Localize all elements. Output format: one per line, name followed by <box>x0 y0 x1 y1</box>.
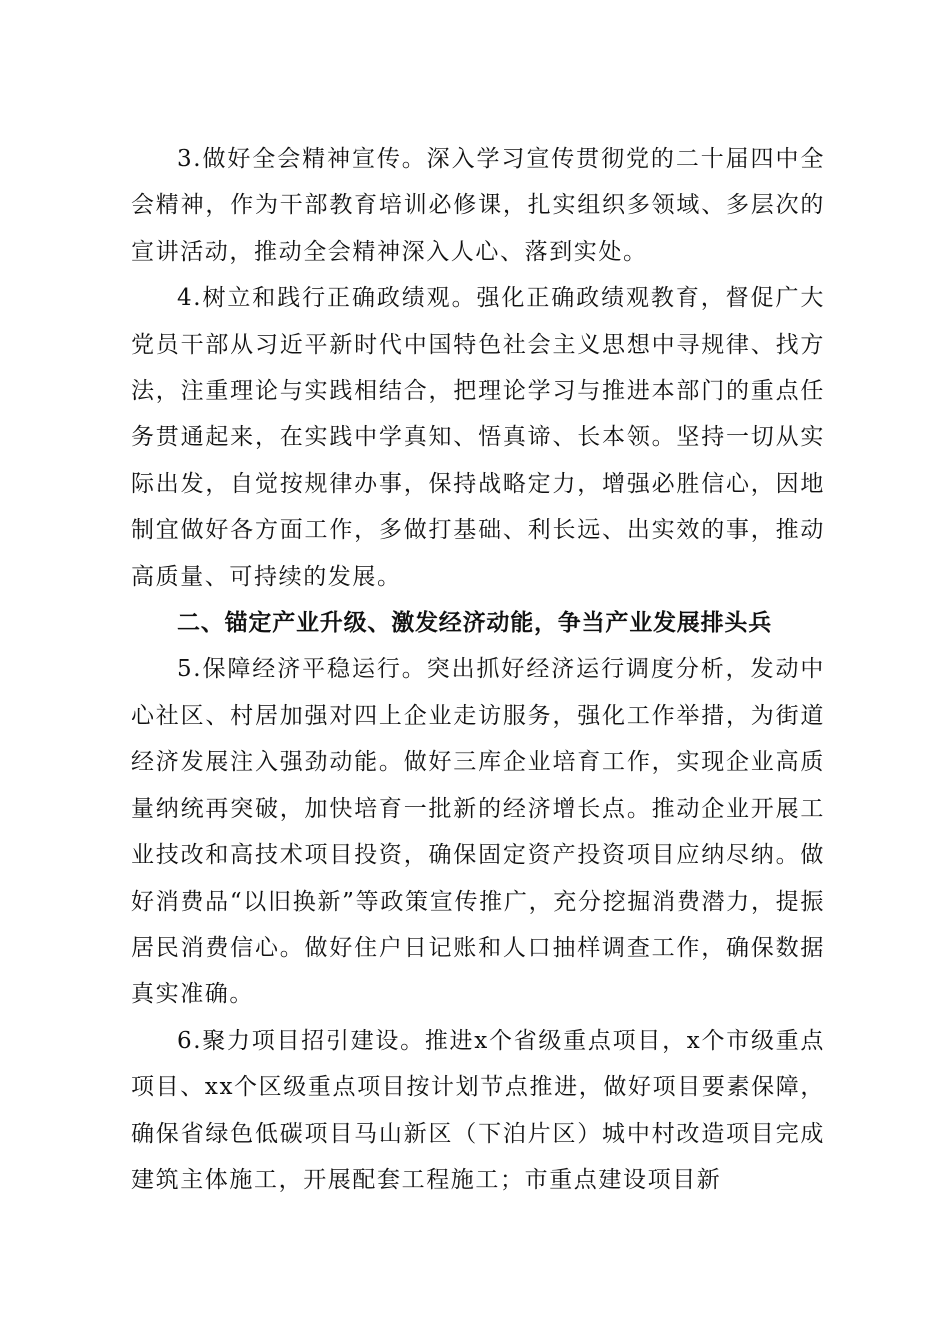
paragraph-4: 4.树立和践行正确政绩观。强化正确政绩观教育，督促广大党员干部从习近平新时代中国特色社会主义思想中寻规律、找方法，注重理论与实践相结合，把理论学习与推进本部门的重点任务贯通起来，在实践中学真知、悟真谛、长本领。坚持一切从实际出发，自觉按规律办事，保持战略定力，增强必胜信心，因地制宜做好各方面工作，多做打基础、利长远、出实效的事，推动高质量、可持续的发展。 <box>131 285 825 590</box>
paragraph-5: 5.保障经济平稳运行。突出抓好经济运行调度分析，发动中心社区、村居加强对四上企业走访服务，强化工作举措，为街道经济发展注入强劲动能。做好三库企业培育工作，实现企业高质量纳统再突破，加快培育一批新的经济增长点。推动企业开展工业技改和高技术项目投资，确保固定资产投资项目应纳尽纳。做好消费品“以旧换新”等政策宣传推广，充分挖掘消费潜力，提振居民消费信心。做好住户日记账和人口抽样调查工作，确保数据真实准确。 <box>131 656 825 1008</box>
document-body <box>131 136 825 1203</box>
section-heading: 二、锚定产业升级、激发经济动能，争当产业发展排头兵 <box>177 610 772 637</box>
paragraph-3: 3.做好全会精神宣传。深入学习宣传贯彻党的二十届四中全会精神，作为干部教育培训必修课，扎实组织多领域、多层次的宣讲活动，推动全会精神深入人心、落到实处。 <box>131 146 825 265</box>
paragraph-6: 6.聚力项目招引建设。推进x个省级重点项目，x个市级重点项目、xx个区级重点项目按计划节点推进，做好项目要素保障，确保省绿色低碳项目马山新区（下泊片区）城中村改造项目完成建筑主体施工，开展配套工程施工；市重点建设项目新 <box>131 1027 825 1193</box>
